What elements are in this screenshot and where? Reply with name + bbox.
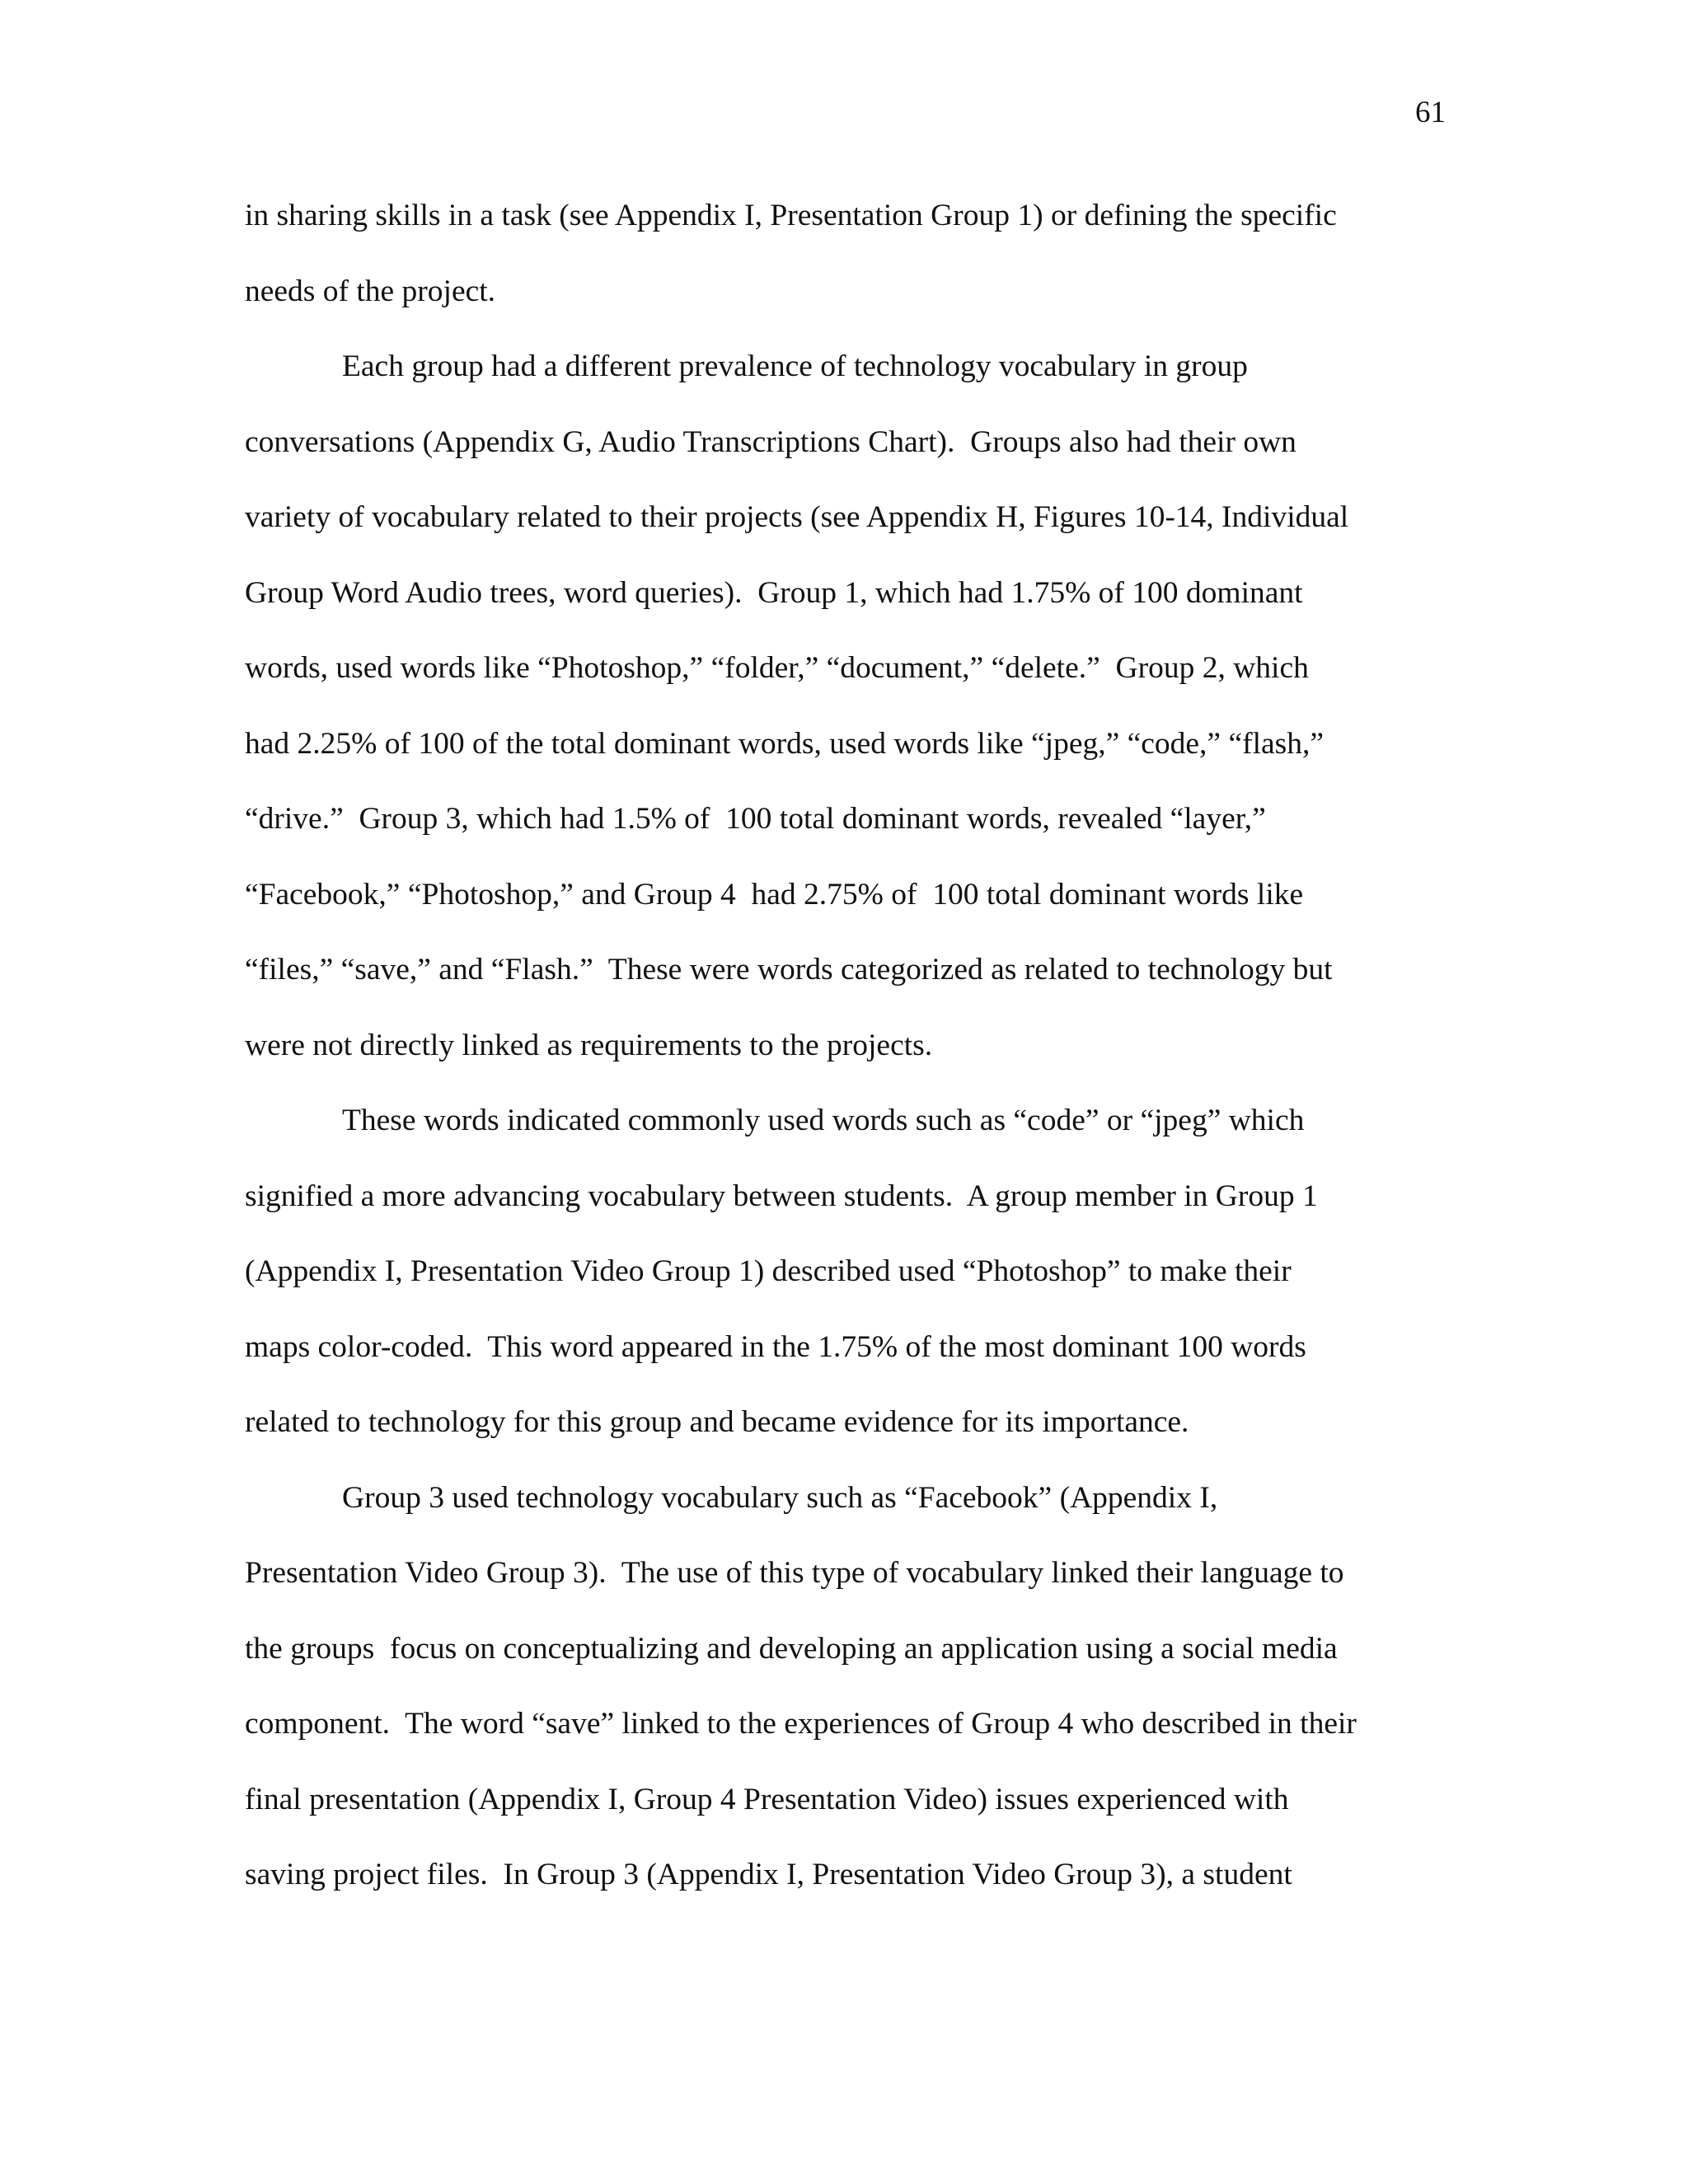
text-line: signified a more advancing vocabulary between students. A group member in Group 1 [245,1179,1318,1213]
page-number: 61 [1415,96,1446,129]
text-line: related to technology for this group and became evidence for its importance. [245,1405,1189,1439]
text-line: the groups focus on conceptualizing and developing an application using a social media [245,1631,1338,1666]
text-line: had 2.25% of 100 of the total dominant words, used words like “jpeg,” “code,” “flash,” [245,726,1325,761]
text-line: Presentation Video Group 3). The use of this type of vocabulary linked their language to [245,1556,1344,1590]
text-line: in sharing skills in a task (see Appendix I, Presentation Group 1) or defining the specific [245,199,1337,232]
text-line: were not directly linked as requirements to the projects. [245,1028,933,1062]
text-line: (Appendix I, Presentation Video Group 1) described used “Photoshop” to make their [245,1254,1292,1288]
text-line: “Facebook,” “Photoshop,” and Group 4 had 2.75% of 100 total dominant words like [245,877,1304,912]
text-line: “files,” “save,” and “Flash.” These were words categorized as related to technology but [245,953,1333,987]
text-line: needs of the project. [245,274,496,308]
text-line: saving project files. In Group 3 (Appendix I, Presentation Video Group 3), a student [245,1858,1292,1891]
text-line: Group Word Audio trees, word queries). Group 1, which had 1.75% of 100 dominant [245,575,1303,610]
text-line: variety of vocabulary related to their projects (see Appendix H, Figures 10-14, Individual [245,500,1349,534]
text-line: maps color-coded. This word appeared in the 1.75% of the most dominant 100 words [245,1329,1306,1364]
paragraph-first-line: Group 3 used technology vocabulary such as “Facebook” (Appendix I, [342,1480,1218,1515]
text-line: “drive.” Group 3, which had 1.5% of 100 total dominant words, revealed “layer,” [245,802,1266,836]
text-line: conversations (Appendix G, Audio Transcriptions Chart). Groups also had their own [245,424,1296,459]
paragraph-first-line: These words indicated commonly used words such as “code” or “jpeg” which [342,1104,1305,1137]
paragraph-first-line: Each group had a different prevalence of technology vocabulary in group [342,349,1248,383]
body-text [245,191,1432,1926]
text-line: words, used words like “Photoshop,” “folder,” “document,” “delete.” Group 2, which [245,651,1309,685]
text-line: component. The word “save” linked to the experiences of Group 4 who described in their [245,1707,1357,1741]
text-line: final presentation (Appendix I, Group 4 Presentation Video) issues experienced with [245,1782,1289,1816]
